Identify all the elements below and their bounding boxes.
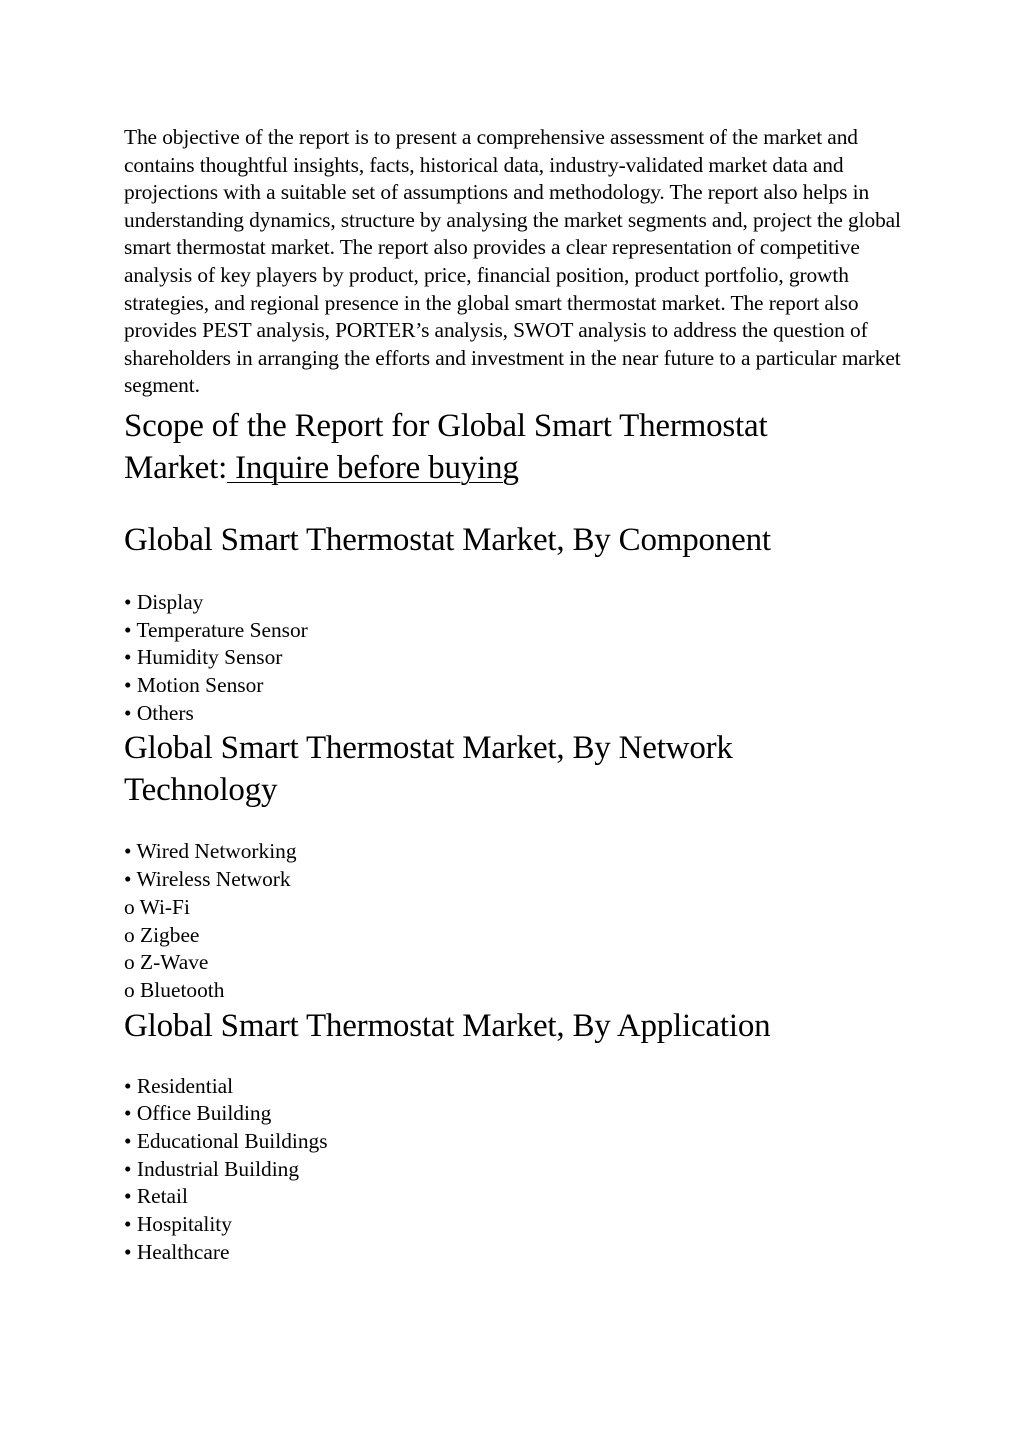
list-item: o Wi-Fi <box>124 894 190 919</box>
list-item: • Wireless Network <box>124 867 291 892</box>
list-item: • Residential <box>124 1073 234 1098</box>
list-item: • Temperature Sensor <box>124 617 308 642</box>
application-heading: Global Smart Thermostat Market, By Application <box>124 1007 771 1044</box>
application-list <box>124 1073 914 1267</box>
list-item: • Educational Buildings <box>124 1129 328 1154</box>
list-item: • Motion Sensor <box>124 673 264 698</box>
list-item: • Retail <box>124 1184 188 1209</box>
list-item: • Others <box>124 700 194 725</box>
list-item: • Healthcare <box>124 1239 230 1264</box>
scope-heading <box>124 405 914 489</box>
network-heading <box>124 727 914 811</box>
component-heading: Global Smart Thermostat Market, By Component <box>124 521 771 558</box>
list-item: o Z-Wave <box>124 950 209 975</box>
list-item: • Wired Networking <box>124 839 297 864</box>
scope-heading-line1: Scope of the Report for Global Smart Thermostat <box>124 407 768 444</box>
list-item: • Display <box>124 589 204 614</box>
network-heading-line1: Global Smart Thermostat Market, By Network <box>124 730 733 767</box>
list-item: • Humidity Sensor <box>124 645 283 670</box>
inquire-link[interactable]: Inquire before buying <box>227 449 519 486</box>
intro-paragraph: The objective of the report is to present a comprehensive assessment of the market and contains thoughtful insights, facts, historical data, industry-validated market data and projections with a suitable set of assumptions and methodology. The report also helps in understanding dynamics, structure by analysing the market segments and, project the global smart thermostat market. The report also provides a clear representation of competitive analysis of key players by product, price, financial position, product portfolio, growth strategies, and regional presence in the global smart thermostat market. The report also provides PEST analysis, PORTER’s analysis, SWOT analysis to address the question of shareholders in arranging the efforts and investment in the near future to a particular market segment. <box>124 125 901 398</box>
document-content <box>124 124 914 1267</box>
network-list <box>124 838 914 1004</box>
component-list <box>124 589 914 728</box>
network-heading-line2: Technology <box>124 772 278 809</box>
list-item: o Bluetooth <box>124 977 225 1002</box>
scope-heading-line2: Market: <box>124 449 228 486</box>
list-item: • Office Building <box>124 1101 272 1126</box>
list-item: o Zigbee <box>124 922 200 947</box>
list-item: • Hospitality <box>124 1212 232 1237</box>
list-item: • Industrial Building <box>124 1156 300 1181</box>
